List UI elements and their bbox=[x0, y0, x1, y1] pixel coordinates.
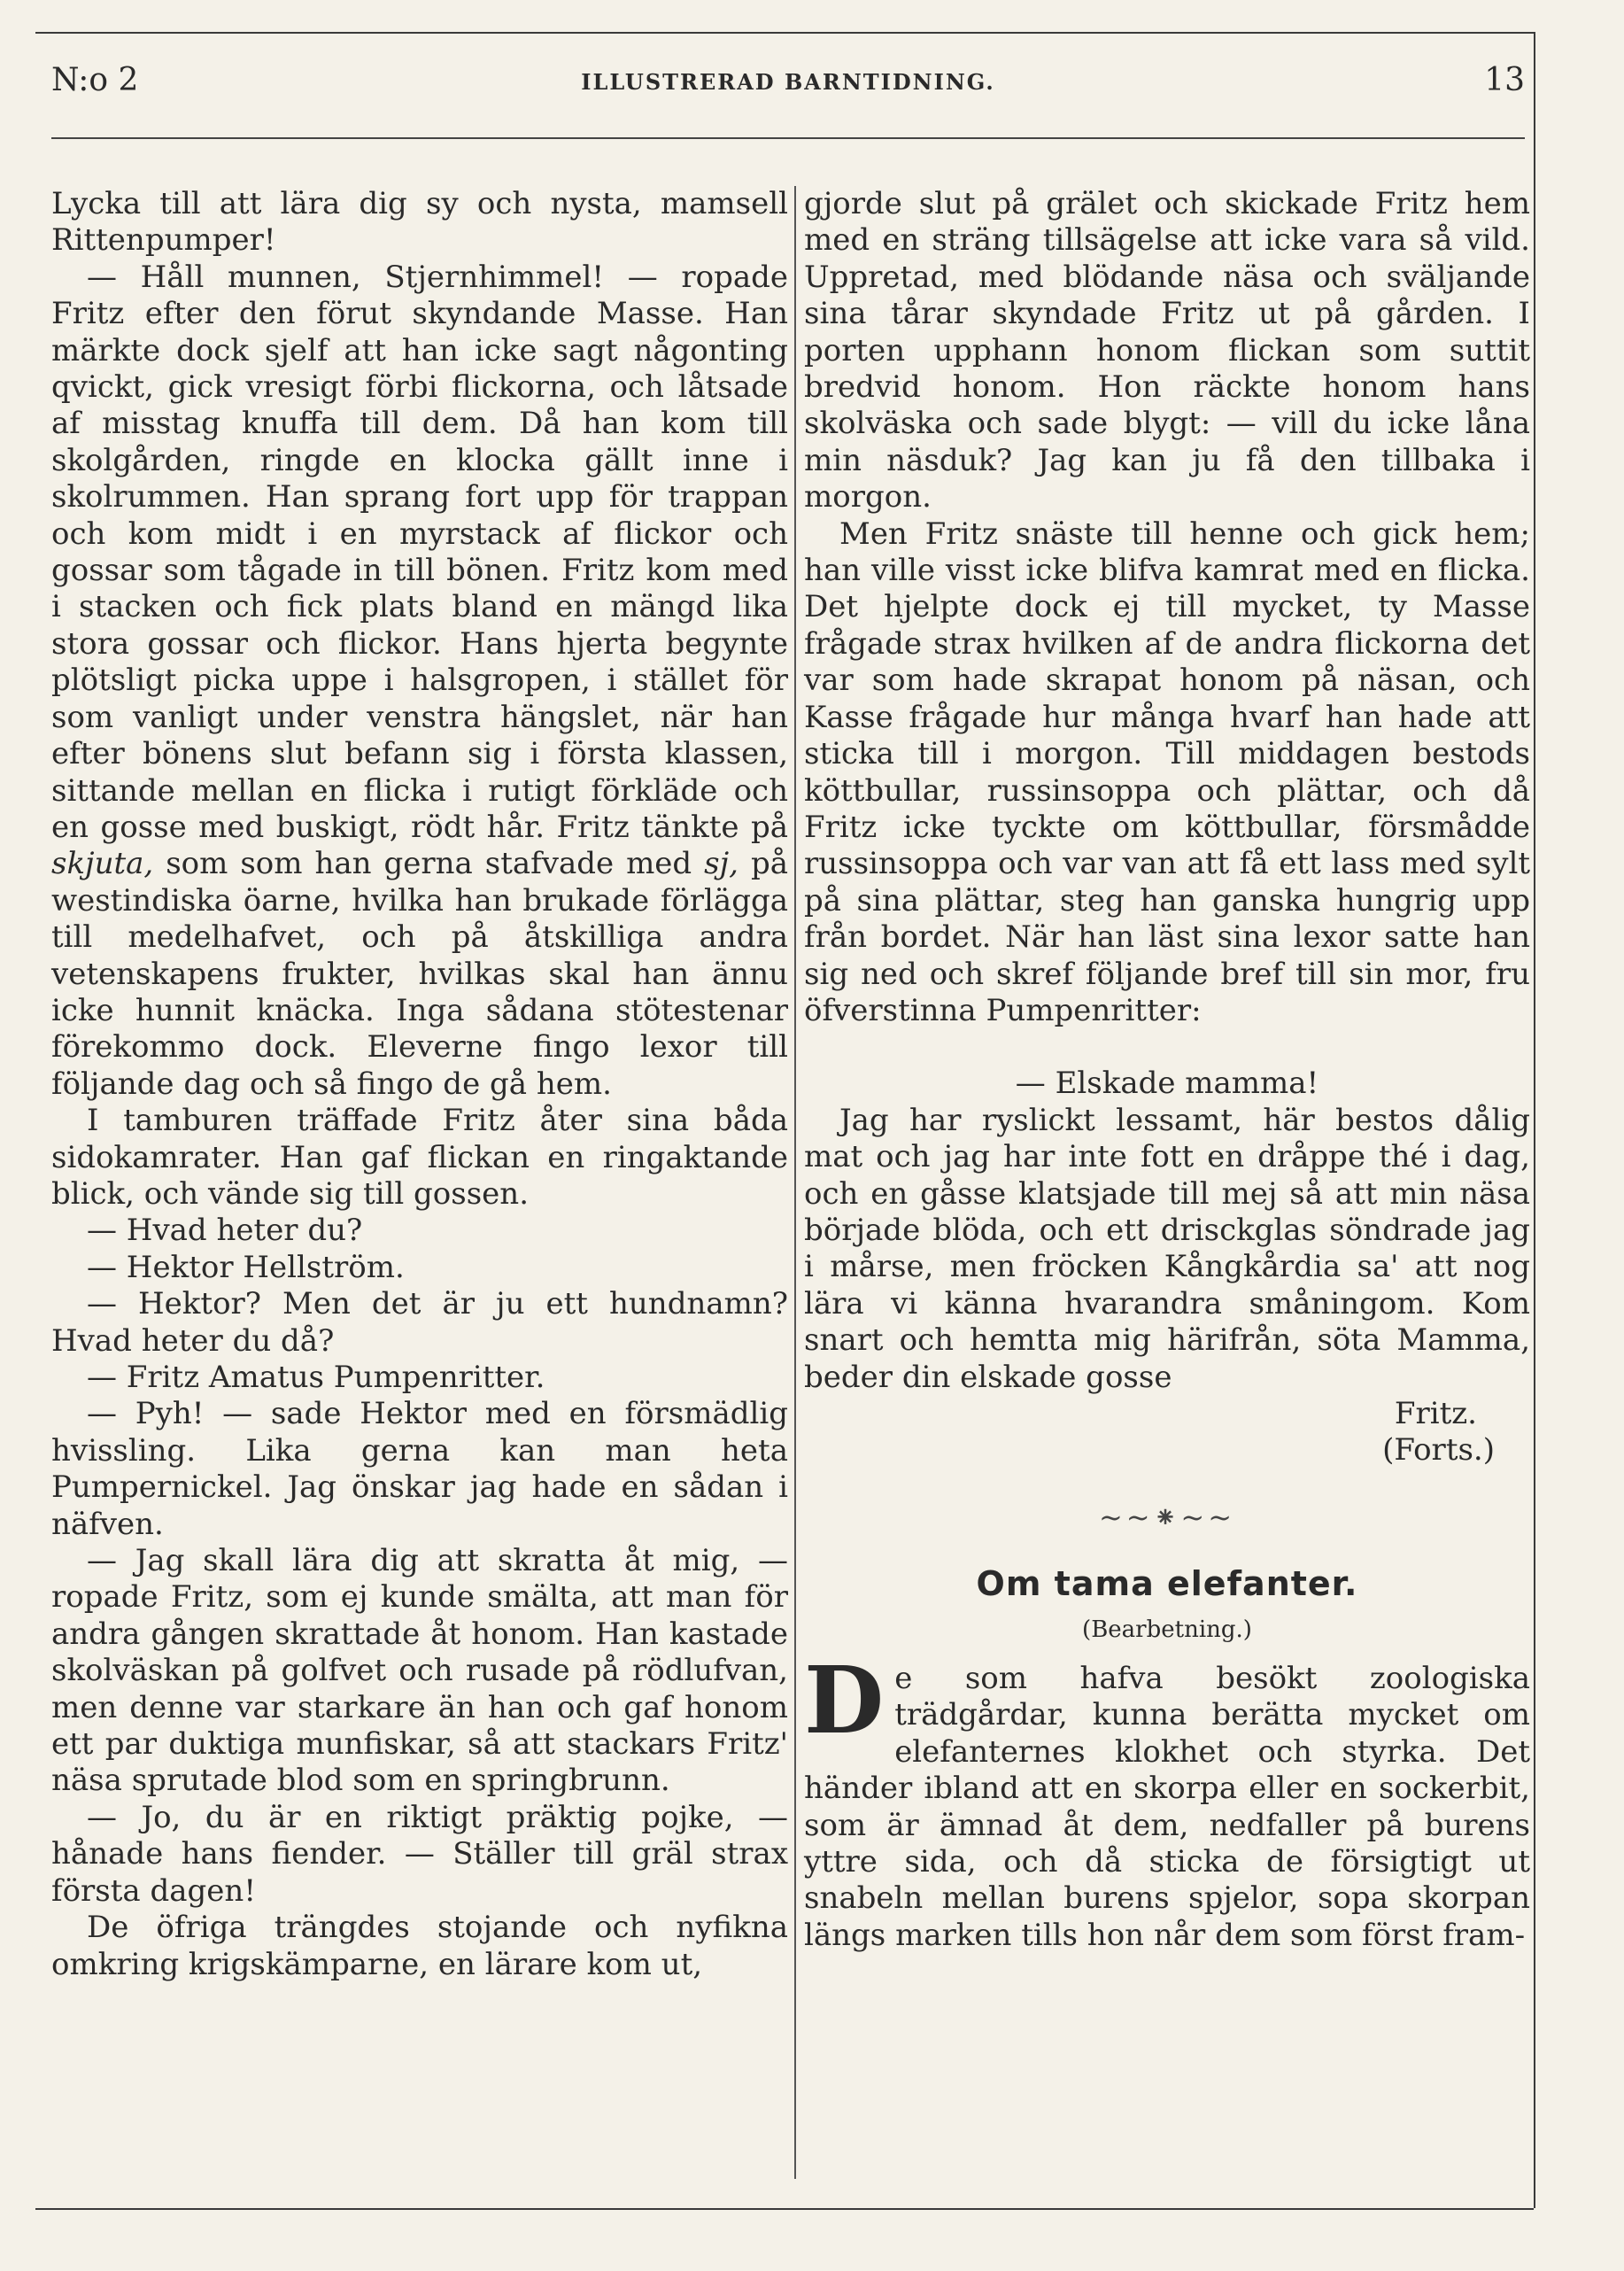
article-paragraph: De som hafva besökt zoologiska trädgårdar, kunna berätta mycket om elefanternes klokhet och styrka. Det händer ibland att en skorpa eller en sockerbit, som är ämnad åt dem, nedfaller på burens yttre sida, och då sticka de försigtigt ut snabeln mellan burens spjelor, sopa skorpan längs marken tills hon når dem som först fram- bbox=[804, 1646, 1530, 1953]
paragraph: — Jo, du är en riktigt präktig pojke, — hånade hans fiender. — Ställer till gräl strax första dagen! bbox=[51, 1799, 788, 1909]
page-frame-top bbox=[35, 32, 1534, 34]
paragraph: — Jag skall lära dig att skratta åt mig, — ropade Fritz, som ej kunde smälta, att man för andra gången skrattade åt honom. Han kastade skolväskan på golfvet och rusade på rödlufvan, men denne var starkare än han och gaf honom ett par duktiga munfiskar, så att stackars Fritz' näsa sprutade blod som en springbrunn. bbox=[51, 1543, 788, 1799]
page-frame-right bbox=[1534, 32, 1535, 2208]
article-title: Om tama elefanter. bbox=[976, 1564, 1358, 1604]
dialogue-line: — Hektor? Men det är ju ett hundnamn? Hvad heter du då? bbox=[51, 1286, 788, 1359]
drop-cap: D bbox=[804, 1646, 885, 1756]
dialogue-line: — Fritz Amatus Pumpenritter. bbox=[87, 1360, 545, 1395]
issue-number: N:o 2 bbox=[51, 62, 139, 98]
left-column bbox=[51, 186, 788, 1983]
publication-title: ILLUSTRERAD BARNTIDNING. bbox=[581, 69, 995, 95]
page-frame-bottom bbox=[35, 2208, 1534, 2210]
header-rule bbox=[51, 137, 1525, 139]
ornament-divider: ~~⁕~~ bbox=[1098, 1500, 1236, 1534]
paragraph: De öfriga trängdes stojande och nyfikna omkring krigskämparne, en lärare kom ut, bbox=[51, 1910, 788, 1982]
letter-signature: Fritz. bbox=[1394, 1396, 1477, 1431]
page-number: 13 bbox=[1484, 62, 1525, 98]
article-subtitle: (Bearbetning.) bbox=[1082, 1616, 1252, 1643]
paragraph: I tamburen träffade Fritz åter sina båda sidokamrater. Han gaf flickan en ringaktande blick, och vände sig till gossen. bbox=[51, 1103, 788, 1212]
right-column bbox=[804, 186, 1530, 1954]
continued-note: (Forts.) bbox=[1382, 1432, 1495, 1469]
paragraph: — Håll munnen, Stjernhimmel! — ropade Fritz efter den förut skyndande Masse. Han märkte dock sjelf att han icke sagt någonting qvickt, gick vresigt förbi flickorna, och låtsade af misstag knuffa till dem. Då han kom till skolgården, ringde en klocka gällt inne i skolrummen. Han sprang fort upp för trappan och kom midt i en myrstack af flickor och gossar som tågade in till bönen. Fritz kom med i stacken och fick plats bland en mängd lika stora gossar och flickor. Hans hjerta begynte plötsligt picka uppe i halsgropen, i stället för som vanligt under venstra hängslet, när han efter bönens slut befann sig i första klassen, sittande mellan en flicka i rutigt förkläde och en gosse med buskigt, rödt hår. Fritz tänkte på skjuta, som som han gerna stafvade med sj, på westindiska öarne, hvilka han brukade förlägga till medelhafvet, och på åtskilliga andra vetenskapens frukter, hvilkas skal han ännu icke hunnit knäcka. Inga sådana stötestenar förekommo dock. Eleverne fingo lexor till följande dag och så fingo de gå hem. bbox=[51, 259, 788, 1102]
dialogue-line: — Hektor Hellström. bbox=[87, 1249, 405, 1285]
letter-salutation: — Elskade mamma! bbox=[1015, 1066, 1319, 1102]
paragraph: Men Fritz snäste till henne och gick hem; han ville visst icke blifva kamrat med en flicka. Det hjelpte dock ej till mycket, ty Masse frågade strax hvilken af de andra flickorna det var som hade skrapat honom på näsan, och Kasse frågade hur många hvarf han hade att sticka till i morgon. Till middagen bestods köttbullar, russinsoppa och plättar, och då Fritz icke tyckte om köttbullar, försmådde russinsoppa och var van att få ett lass med sylt på sina plättar, steg han ganska hungrig upp från bordet. När han läst sina lexor satte han sig ned och skref följande bref till sin mor, fru öfverstinna Pumpenritter: bbox=[804, 515, 1530, 1028]
paragraph: — Pyh! — sade Hektor med en försmädlig hvissling. Lika gerna kan man heta Pumpernickel. Jag önskar jag hade en sådan i näfven. bbox=[51, 1396, 788, 1542]
column-separator bbox=[794, 186, 796, 2179]
paragraph: Lycka till att lära dig sy och nysta, mamsell Rittenpumper! bbox=[51, 186, 788, 259]
paragraph: gjorde slut på grälet och skickade Fritz hem med en sträng tillsägelse att icke vara så vild. Uppretad, med blödande näsa och sväljande sina tårar skyndade Fritz ut på gården. I porten upphann honom flickan som suttit bredvid honom. Hon räckte honom hans skolväska och sade blygt: — vill du icke låna min näsduk? Jag kan ju få den tillbaka i morgon. bbox=[804, 186, 1530, 515]
letter-body: Jag har ryslickt lessamt, här bestos dålig mat och jag har inte fott en dråppe thé i dag, och en gåsse klatsjade till mej så att min näsa började blöda, och ett drisckglas söndrade jag i mårse, men fröcken Kångkårdia sa' att nog lära vi känna hvarandra småningom. Kom snart och hemtta mig härifrån, söta Mamma, beder din elskade gosse bbox=[804, 1102, 1530, 1395]
running-header bbox=[51, 62, 1525, 106]
dialogue-line: — Hvad heter du? bbox=[87, 1213, 363, 1249]
